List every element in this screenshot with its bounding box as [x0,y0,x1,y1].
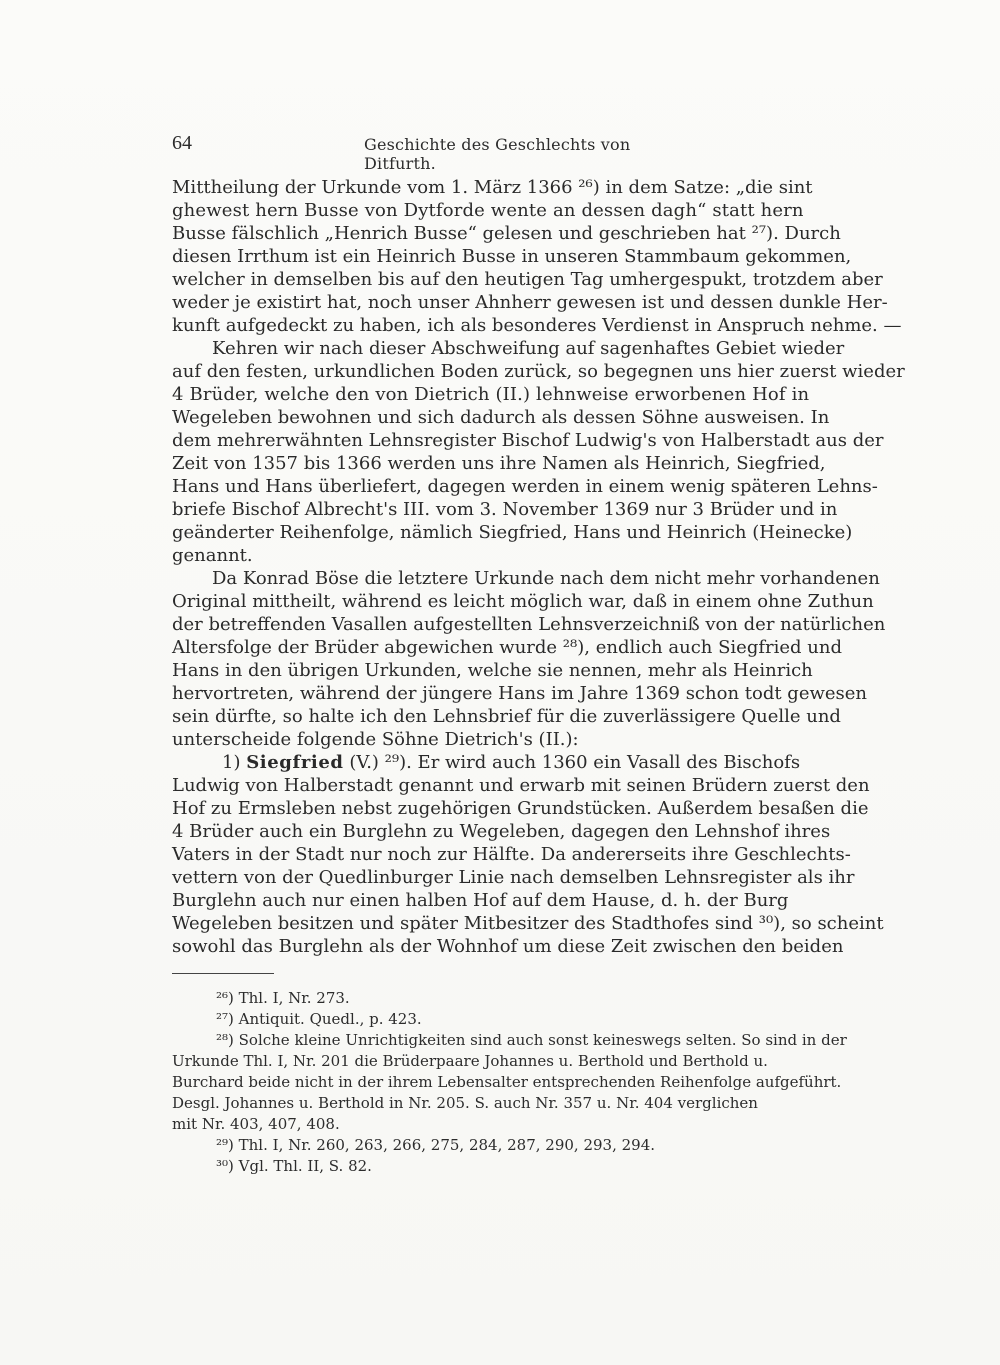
text-line: Vaters in der Stadt nur noch zur Hälfte. Da andererseits ihre Geschlechts- [172,844,851,865]
text-line: Burglehn auch nur einen halben Hof auf dem Hause, d. h. der Burg [172,890,789,911]
text-line: dem mehrerwähnten Lehnsregister Bischof Ludwig's von Halberstadt aus der [172,430,884,451]
text-line: geänderter Reihenfolge, nämlich Siegfried, Hans und Heinrich (Heinecke) [172,522,853,543]
text-line: 4 Brüder auch ein Burglehn zu Wegeleben, dagegen den Lehnshof ihres [172,821,831,842]
text-line: Hof zu Ermsleben nebst zugehörigen Grundstücken. Außerdem besaßen die [172,798,869,819]
page-header [172,132,668,173]
text-line: Da Konrad Böse die letztere Urkunde nach dem nicht mehr vorhandenen [212,568,880,589]
text-line [172,751,801,774]
text-line: Ludwig von Halberstadt genannt und erwarb mit seinen Brüdern zuerst den [172,775,870,796]
footnote-28-line: Burchard beide nicht in der ihrem Lebensalter entsprechenden Reihenfolge aufgeführt. [172,1073,842,1091]
footnote-29: ²⁹) Thl. I, Nr. 260, 263, 266, 275, 284, 287, 290, 293, 294. [216,1136,656,1154]
text-line: welcher in demselben bis auf den heutigen Tag umhergespukt, trotzdem aber [172,269,883,290]
footnote-28-line: mit Nr. 403, 407, 408. [172,1115,340,1133]
footnotes [172,988,847,1177]
footnote-27: ²⁷) Antiquit. Quedl., p. 423. [216,1010,422,1028]
name-siegfried: Siegfried [246,752,344,773]
text-line: Altersfolge der Brüder abgewichen wurde ²⁸), endlich auch Siegfried und [172,637,842,658]
text-line: Wegeleben bewohnen und sich dadurch als dessen Söhne ausweisen. In [172,407,830,428]
running-title: Geschichte des Geschlechts von Ditfurth. [364,135,631,173]
text-line: auf den festen, urkundlichen Boden zurück, so begegnen uns hier zuerst wieder [172,361,905,382]
list-number: 1) [222,752,247,773]
text-line: der betreffenden Vasallen aufgestellten Lehnsverzeichniß von der natürlichen [172,614,886,635]
text-line: Zeit von 1357 bis 1366 werden uns ihre Namen als Heinrich, Siegfried, [172,453,826,474]
text-line: unterscheide folgende Söhne Dietrich's (II.): [172,729,579,750]
paragraph-3 [172,567,886,751]
text-line: sein dürfte, so halte ich den Lehnsbrief für die zuverlässigere Quelle und [172,706,841,727]
text-line: diesen Irrthum ist ein Heinrich Busse in unseren Stammbaum gekommen, [172,246,852,267]
text-line: sowohl das Burglehn als der Wohnhof um diese Zeit zwischen den beiden [172,936,844,957]
text-line: Hans in den übrigen Urkunden, welche sie nennen, mehr als Heinrich [172,660,813,681]
text-line: ghewest hern Busse von Dytforde wente an dessen dagh“ statt hern [172,200,804,221]
footnote-30: ³⁰) Vgl. Thl. II, S. 82. [216,1157,372,1175]
text-line: Wegeleben besitzen und später Mitbesitzer des Stadthofes sind ³⁰), so scheint [172,913,884,934]
paragraph-2 [172,337,905,567]
footnote-divider [172,973,274,974]
text-line: hervortreten, während der jüngere Hans im Jahre 1369 schon todt gewesen [172,683,868,704]
text-line: briefe Bischof Albrecht's III. vom 3. November 1369 nur 3 Brüder und in [172,499,838,520]
text-fragment: (V.) ²⁹). Er wird auch 1360 ein Vasall des Bischofs [343,752,801,773]
text-line: Busse fälschlich „Henrich Busse“ gelesen und geschrieben hat ²⁷). Durch [172,223,841,244]
page-number: 64 [172,132,192,154]
text-line: Kehren wir nach dieser Abschweifung auf sagenhaftes Gebiet wieder [212,338,845,359]
text-line: kunft aufgedeckt zu haben, ich als besonderes Verdienst in Anspruch nehme. — [172,315,902,336]
text-line: Hans und Hans überliefert, dagegen werden in einem wenig späteren Lehns- [172,476,878,497]
paragraph-1 [172,176,902,337]
text-line: Original mittheilt, während es leicht möglich war, daß in einem ohne Zuthun [172,591,874,612]
text-line: Mittheilung der Urkunde vom 1. März 1366 ²⁶) in dem Satze: „die sint [172,177,813,198]
footnote-28-line: Desgl. Johannes u. Berthold in Nr. 205. S. auch Nr. 357 u. Nr. 404 verglichen [172,1094,758,1112]
footnote-28-line: Urkunde Thl. I, Nr. 201 die Brüderpaare Johannes u. Berthold und Berthold u. [172,1052,768,1070]
footnote-26: ²⁶) Thl. I, Nr. 273. [216,989,350,1007]
main-text [172,176,905,958]
text-line: 4 Brüder, welche den von Dietrich (II.) lehnweise erworbenen Hof in [172,384,810,405]
text-line: genannt. [172,545,253,566]
text-line: vettern von der Quedlinburger Linie nach demselben Lehnsregister als ihr [172,867,855,888]
footnote-28: ²⁸) Solche kleine Unrichtigkeiten sind auch sonst keineswegs selten. So sind in der [216,1031,847,1049]
paragraph-4 [172,751,884,958]
text-line: weder je existirt hat, noch unser Ahnherr gewesen ist und dessen dunkle Her- [172,292,888,313]
